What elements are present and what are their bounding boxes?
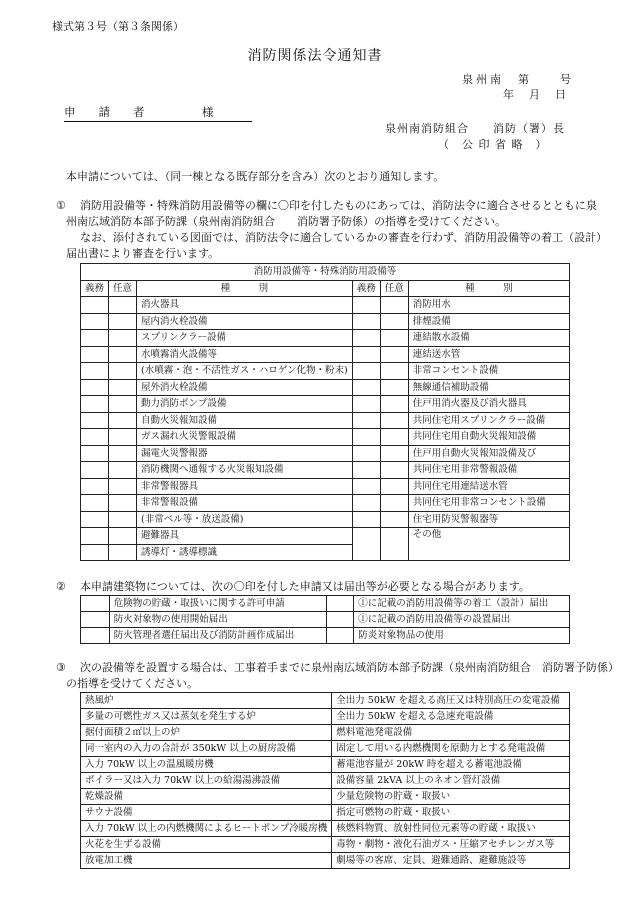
col-optional: 任意 [380, 280, 408, 297]
application-checkbox[interactable] [81, 628, 110, 644]
section2-number: ② [56, 580, 66, 593]
duty-checkbox[interactable] [81, 396, 109, 413]
equipment-type: 連結送水管 [408, 346, 569, 363]
col-type: 種 別 [408, 280, 569, 297]
optional-checkbox[interactable] [109, 528, 137, 545]
col-optional: 任意 [109, 280, 137, 297]
facility-row [81, 853, 570, 869]
facility-item: 入力 70kW 以上の内燃機関によるヒートポンプ冷暖房機 [81, 821, 332, 837]
section1-line4: 届出書により審査を行います。 [66, 247, 220, 260]
application-item: 危険物の貯蔵・取扱いに関する許可申請 [109, 596, 327, 612]
equipment-type: 水噴霧消火設備等 [137, 346, 353, 363]
equipment-type: 漏電火災警報器 [137, 445, 353, 462]
issue-date: 年 月 日 [503, 88, 568, 101]
equipment-type: 共同住宅用自動火災報知設備 [408, 429, 569, 446]
application-row [81, 596, 570, 612]
optional-checkbox[interactable] [109, 544, 137, 561]
col-type: 種 別 [137, 280, 353, 297]
duty-checkbox[interactable] [352, 511, 380, 528]
facility-item: ボイラー又は入力 70kW 以上の給湯湯沸設備 [81, 773, 332, 789]
facility-item: 核燃料物質、放射性同位元素等の貯蔵・取扱い [332, 821, 570, 837]
duty-checkbox[interactable] [352, 429, 380, 446]
optional-checkbox[interactable] [109, 462, 137, 479]
duty-checkbox[interactable] [352, 297, 380, 314]
equipment-row [81, 429, 570, 446]
equipment-type: 避難器具 [137, 528, 353, 545]
equipment-row [81, 363, 570, 380]
optional-checkbox[interactable] [109, 511, 137, 528]
optional-checkbox[interactable] [380, 396, 408, 413]
optional-checkbox[interactable] [380, 313, 408, 330]
duty-checkbox[interactable] [352, 462, 380, 479]
application-checkbox[interactable] [327, 596, 354, 612]
duty-checkbox[interactable] [81, 462, 109, 479]
application-checkbox[interactable] [327, 628, 354, 644]
facility-row [81, 821, 570, 837]
optional-checkbox[interactable] [380, 445, 408, 462]
equipment-row [81, 495, 570, 512]
equipment-type: 誘導灯・誘導標識 [137, 544, 353, 561]
section1-line1: 消防用設備等・特殊消防用設備等の欄に〇印を付したものにあっては、消防法令に適合させるとともに泉 [80, 199, 597, 212]
facility-item: 熱風炉 [81, 693, 332, 709]
optional-checkbox[interactable] [109, 379, 137, 396]
equipment-type: スプリンクラー設備 [137, 330, 353, 347]
optional-checkbox[interactable] [109, 495, 137, 512]
facility-row [81, 757, 570, 773]
equipment-type: 動力消防ポンプ設備 [137, 396, 353, 413]
optional-checkbox[interactable] [109, 445, 137, 462]
application-item: 防火対象物の使用開始届出 [109, 612, 327, 628]
optional-checkbox[interactable] [380, 511, 408, 528]
optional-checkbox[interactable] [109, 429, 137, 446]
facility-item: 劇場等の客席、定員、避難通路、避難施設等 [332, 853, 570, 869]
facility-item: 固定して用いる内燃機関を原動力とする発電設備 [332, 741, 570, 757]
duty-checkbox[interactable] [81, 495, 109, 512]
duty-checkbox[interactable] [81, 379, 109, 396]
facility-item: 毒物・劇物・液化石油ガス・圧縮アセチレンガス等 [332, 837, 570, 853]
facility-item: 燃料電池発電設備 [332, 725, 570, 741]
duty-checkbox[interactable] [352, 330, 380, 347]
equipment-type: 住戸用消火器及び消火器具 [408, 396, 569, 413]
equipment-type: 共同住宅用連結送水管 [408, 478, 569, 495]
equipment-row [81, 528, 570, 545]
equipment-type: 非常警報器具 [137, 478, 353, 495]
duty-checkbox[interactable] [352, 478, 380, 495]
equipment-type: 住戸用自動火災報知設備及び [408, 445, 569, 462]
optional-checkbox[interactable] [380, 429, 408, 446]
facility-item: 多量の可燃性ガス又は蒸気を発生する炉 [81, 709, 332, 725]
section1-line2: 州南広域消防本部予防課（泉州南消防組合 消防署予防係）の指導を受けてください。 [66, 215, 506, 228]
optional-checkbox[interactable] [380, 379, 408, 396]
equipment-table-header: 消防用設備等・特殊消防用設備等 [81, 264, 570, 281]
equipment-type: 屋内消火栓設備 [137, 313, 353, 330]
duty-checkbox[interactable] [81, 363, 109, 380]
equipment-type: 連結散水設備 [408, 330, 569, 347]
duty-checkbox[interactable] [352, 445, 380, 462]
optional-checkbox[interactable] [380, 297, 408, 314]
application-checkbox[interactable] [81, 612, 110, 628]
facility-item: 少量危険物の貯蔵・取扱い [332, 789, 570, 805]
optional-checkbox[interactable] [380, 528, 408, 561]
equipment-row [81, 511, 570, 528]
facility-item: 設備容量 2kVA 以上のネオン管灯設備 [332, 773, 570, 789]
col-duty: 義務 [81, 280, 109, 297]
equipment-row [81, 412, 570, 429]
seal-omitted: （ 公 印 省 略 ） [438, 138, 548, 151]
optional-checkbox[interactable] [109, 478, 137, 495]
duty-checkbox[interactable] [81, 412, 109, 429]
fire-chief: 泉州南消防組合 消防（署）長 [385, 122, 565, 135]
optional-checkbox[interactable] [380, 478, 408, 495]
equipment-row [81, 445, 570, 462]
application-checkbox[interactable] [81, 596, 110, 612]
equipment-row [81, 396, 570, 413]
optional-checkbox[interactable] [109, 396, 137, 413]
section3-number: ③ [56, 661, 66, 674]
col-duty: 義務 [352, 280, 380, 297]
optional-checkbox[interactable] [380, 346, 408, 363]
equipment-table [80, 263, 570, 561]
duty-checkbox[interactable] [81, 297, 109, 314]
equipment-type: 消防用水 [408, 297, 569, 314]
section2-text: 本申請建築物については、次の〇印を付した申請又は届出等が必要となる場合があります。 [80, 580, 530, 593]
application-item: ①に記載の消防用設備等の設置届出 [354, 612, 570, 628]
facility-item: サウナ設備 [81, 805, 332, 821]
application-row [81, 628, 570, 644]
duty-checkbox[interactable] [81, 429, 109, 446]
form-number: 様式第３号（第３条関係） [52, 20, 184, 33]
facility-row [81, 773, 570, 789]
optional-checkbox[interactable] [380, 330, 408, 347]
facility-item: 火花を生ずる設備 [81, 837, 332, 853]
equipment-type: 自動火災報知設備 [137, 412, 353, 429]
facility-item: 蓄電池容量が 20kW 時を超える蓄電池設備 [332, 757, 570, 773]
duty-checkbox[interactable] [352, 528, 380, 561]
equipment-row [81, 346, 570, 363]
optional-checkbox[interactable] [109, 330, 137, 347]
equipment-type: 非常警報設備 [137, 495, 353, 512]
facility-item: 入力 70kW 以上の温風暖房機 [81, 757, 332, 773]
duty-checkbox[interactable] [81, 528, 109, 545]
equipment-type: (水噴霧・泡・不活性ガス・ハロゲン化物・粉末) [137, 363, 353, 380]
duty-checkbox[interactable] [352, 363, 380, 380]
duty-checkbox[interactable] [81, 511, 109, 528]
intro-text: 本申請については、（同一棟となる既存部分を含み）次のとおり通知します。 [66, 170, 445, 183]
optional-checkbox[interactable] [380, 412, 408, 429]
facility-table [80, 692, 570, 869]
page-title: 消防関係法令通知書 [247, 48, 383, 64]
application-checkbox[interactable] [327, 612, 354, 628]
facility-row [81, 789, 570, 805]
application-table [80, 595, 570, 644]
equipment-type: 消火器具 [137, 297, 353, 314]
optional-checkbox[interactable] [380, 495, 408, 512]
equipment-type: ガス漏れ火災警報設備 [137, 429, 353, 446]
duty-checkbox[interactable] [81, 330, 109, 347]
equipment-row [81, 297, 570, 314]
section1-line3: なお、添付されている図面では、消防法令に適合しているかの審査を行わず、消防用設備等の着工（設計） [80, 231, 608, 244]
equipment-row [81, 313, 570, 330]
equipment-row [81, 379, 570, 396]
equipment-type: 屋外消火栓設備 [137, 379, 353, 396]
facility-item: 全出力 50kW を超える急速充電設備 [332, 709, 570, 725]
optional-checkbox[interactable] [109, 363, 137, 380]
equipment-type: 排煙設備 [408, 313, 569, 330]
equipment-type: 非常コンセント設備 [408, 363, 569, 380]
optional-checkbox[interactable] [109, 297, 137, 314]
facility-row [81, 709, 570, 725]
equipment-type: (非常ベル等・放送設備) [137, 511, 353, 528]
duty-checkbox[interactable] [81, 478, 109, 495]
facility-row [81, 837, 570, 853]
equipment-type: その他 [408, 528, 569, 561]
equipment-type: 共同住宅用スプリンクラー設備 [408, 412, 569, 429]
issuer-number: 泉州南 第 号 [462, 73, 574, 86]
facility-item: 指定可燃物の貯蔵・取扱い [332, 805, 570, 821]
duty-checkbox[interactable] [81, 346, 109, 363]
applicant-field [64, 104, 252, 122]
duty-checkbox[interactable] [81, 445, 109, 462]
duty-checkbox[interactable] [352, 379, 380, 396]
optional-checkbox[interactable] [380, 462, 408, 479]
duty-checkbox[interactable] [352, 495, 380, 512]
facility-item: 乾燥設備 [81, 789, 332, 805]
facility-row [81, 693, 570, 709]
optional-checkbox[interactable] [109, 346, 137, 363]
equipment-type: 消防機関へ通報する火災報知設備 [137, 462, 353, 479]
optional-checkbox[interactable] [380, 363, 408, 380]
applicant-label: 申 請 者 様 [64, 105, 214, 119]
duty-checkbox[interactable] [352, 396, 380, 413]
application-item: 防炎対象物品の使用 [354, 628, 570, 644]
equipment-row [81, 478, 570, 495]
facility-item: 放電加工機 [81, 853, 332, 869]
section3-line1: 次の設備等を設置する場合は、工事着手までに泉州南広域消防本部予防課（泉州南消防組合 消防署予防係） [80, 661, 619, 674]
equipment-row [81, 330, 570, 347]
optional-checkbox[interactable] [109, 412, 137, 429]
duty-checkbox[interactable] [352, 346, 380, 363]
duty-checkbox[interactable] [352, 412, 380, 429]
equipment-type: 共同住宅用非常警報設備 [408, 462, 569, 479]
duty-checkbox[interactable] [81, 544, 109, 561]
equipment-row [81, 462, 570, 479]
facility-row [81, 741, 570, 757]
application-item: 防火管理者選任届出及び消防計画作成届出 [109, 628, 327, 644]
duty-checkbox[interactable] [81, 313, 109, 330]
equipment-type: 無線通信補助設備 [408, 379, 569, 396]
facility-item: 同一室内の入力の合計が 350kW 以上の厨房設備 [81, 741, 332, 757]
optional-checkbox[interactable] [109, 313, 137, 330]
section3-line2: の指導を受けてください。 [66, 677, 198, 690]
equipment-type: 住宅用防災警報器等 [408, 511, 569, 528]
facility-row [81, 725, 570, 741]
application-item: ①に記載の消防用設備等の着工（設計）届出 [354, 596, 570, 612]
application-row [81, 612, 570, 628]
facility-item: 全出力 50kW を超える高圧又は特別高圧の変電設備 [332, 693, 570, 709]
facility-item: 据付面積２㎡以上の炉 [81, 725, 332, 741]
facility-row [81, 805, 570, 821]
section1-number: ① [56, 199, 66, 212]
duty-checkbox[interactable] [352, 313, 380, 330]
equipment-type: 共同住宅用非常コンセント設備 [408, 495, 569, 512]
